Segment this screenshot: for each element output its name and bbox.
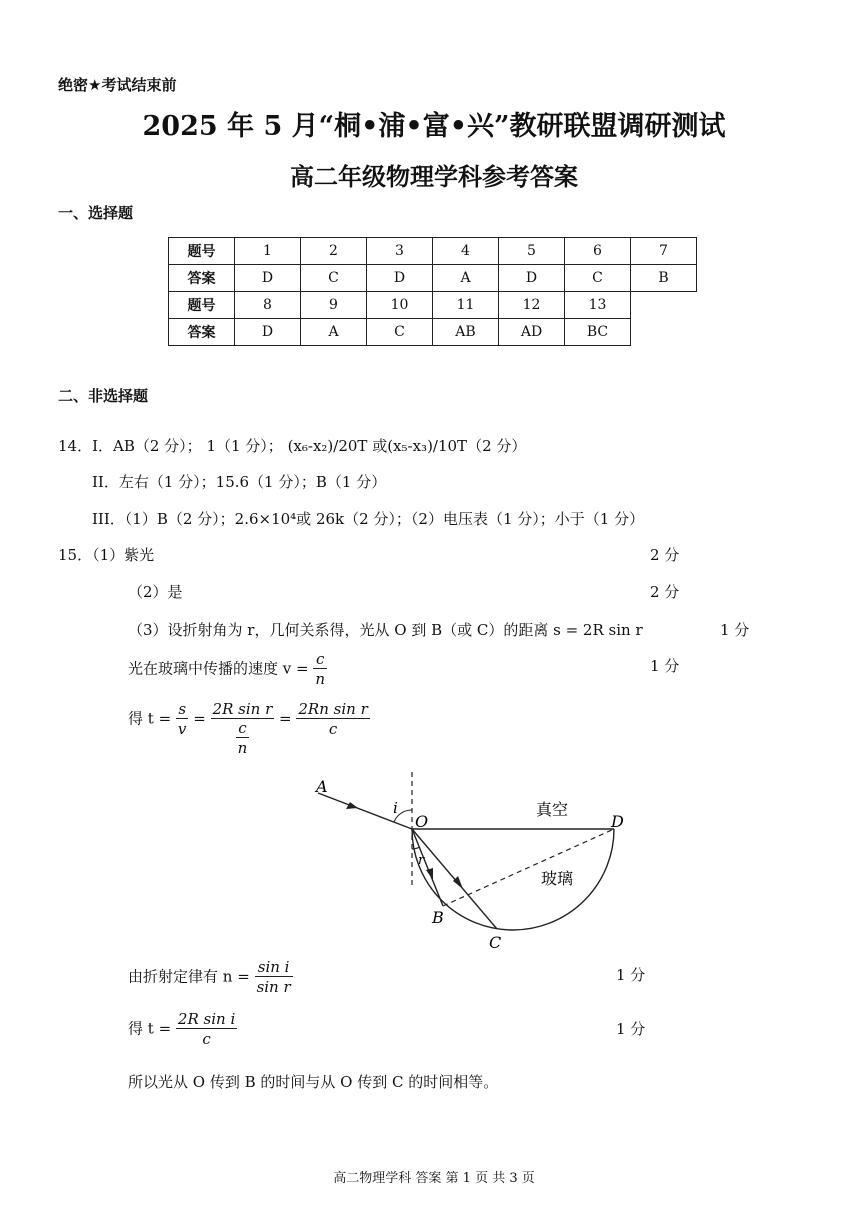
table-cell: C bbox=[565, 265, 631, 292]
fraction-denominator: v bbox=[177, 720, 187, 738]
fraction-numerator: 2Rn sin r bbox=[298, 700, 368, 718]
table-cell: 9 bbox=[301, 292, 367, 319]
row-label: 题号 bbox=[169, 238, 235, 265]
table-cell: 11 bbox=[433, 292, 499, 319]
velocity-text: 光在玻璃中传播的速度 v = bbox=[128, 659, 309, 678]
q14-line-1: 14．I．AB（2 分）； 1（1 分）； (x₆-x₂)/20T 或(x₅-x₃)/10T（2 分） bbox=[58, 437, 527, 455]
equals-sign: = bbox=[193, 709, 206, 728]
fraction-denominator: c bbox=[202, 1030, 211, 1048]
table-cell: AD bbox=[499, 319, 565, 346]
label-d: D bbox=[611, 812, 624, 831]
label-c: C bbox=[489, 933, 502, 952]
q15-part-3-points: 1 分 bbox=[720, 621, 750, 639]
q15-refraction-law bbox=[128, 958, 293, 997]
result-text: 得 t = bbox=[128, 1019, 172, 1038]
q15-time-derivation bbox=[128, 700, 370, 758]
time-prefix: 得 t = bbox=[128, 709, 172, 728]
row-label: 答案 bbox=[169, 319, 235, 346]
table-cell: AB bbox=[433, 319, 499, 346]
table-row bbox=[169, 292, 697, 319]
velocity-fraction bbox=[313, 650, 327, 689]
table-cell-empty bbox=[631, 319, 697, 346]
section-heading-nonchoice: 二、非选择题 bbox=[58, 387, 149, 405]
fraction-denominator: sin r bbox=[256, 978, 291, 996]
q15-refraction-points: 1 分 bbox=[616, 966, 646, 984]
optics-diagram bbox=[300, 770, 640, 955]
ray-b-arrow bbox=[426, 868, 433, 880]
table-cell: 8 bbox=[235, 292, 301, 319]
table-cell: C bbox=[367, 319, 433, 346]
table-cell: 3 bbox=[367, 238, 433, 265]
table-cell: D bbox=[235, 319, 301, 346]
label-i: i bbox=[393, 799, 398, 817]
equals-sign: = bbox=[279, 709, 292, 728]
q15-part-2-points: 2 分 bbox=[650, 583, 680, 601]
q15-part-2: （2）是 bbox=[128, 583, 183, 601]
label-o: O bbox=[415, 812, 429, 831]
q15-part-1-points: 2 分 bbox=[650, 546, 680, 564]
nested-fraction bbox=[236, 719, 250, 758]
table-cell: 13 bbox=[565, 292, 631, 319]
result-fraction bbox=[176, 1010, 237, 1049]
fraction-numerator: 2R sin i bbox=[177, 1010, 236, 1028]
row-label: 答案 bbox=[169, 265, 235, 292]
fraction-numerator: c bbox=[313, 650, 327, 669]
fraction-denominator: n bbox=[237, 739, 248, 757]
q15-part-1: 15．（1）紫光 bbox=[58, 546, 155, 564]
table-cell: 1 bbox=[235, 238, 301, 265]
q15-velocity-points: 1 分 bbox=[650, 657, 680, 675]
fraction-numerator: 2R sin r bbox=[212, 700, 273, 718]
table-row bbox=[169, 238, 697, 265]
label-a: A bbox=[316, 777, 328, 796]
time-fraction-2 bbox=[211, 700, 275, 758]
fraction-numerator: c bbox=[236, 719, 250, 738]
page-footer: 高二物理学科 答案 第 1 页 共 3 页 bbox=[333, 1171, 535, 1186]
fraction-numerator: s bbox=[176, 700, 188, 719]
table-row bbox=[169, 265, 697, 292]
table-cell: 10 bbox=[367, 292, 433, 319]
table-cell: BC bbox=[565, 319, 631, 346]
table-cell: 7 bbox=[631, 238, 697, 265]
refraction-fraction bbox=[255, 958, 293, 997]
section-heading-choice: 一、选择题 bbox=[58, 204, 134, 222]
fraction-denominator: c bbox=[328, 720, 338, 738]
table-cell: D bbox=[235, 265, 301, 292]
refraction-text: 由折射定律有 n = bbox=[128, 967, 250, 986]
table-cell: C bbox=[301, 265, 367, 292]
table-cell: 4 bbox=[433, 238, 499, 265]
incident-arrow bbox=[346, 802, 358, 809]
answer-table bbox=[168, 237, 697, 346]
table-cell: A bbox=[301, 319, 367, 346]
label-vacuum: 真空 bbox=[536, 800, 569, 819]
page-subtitle: 高二年级物理学科参考答案 bbox=[290, 162, 578, 191]
page-title: 2025 年 5 月“桐•浦•富•兴”教研联盟调研测试 bbox=[142, 111, 726, 142]
table-cell-empty bbox=[631, 292, 697, 319]
q15-conclusion: 所以光从 O 传到 B 的时间与从 O 传到 C 的时间相等。 bbox=[128, 1073, 499, 1091]
time-fraction-3 bbox=[296, 700, 369, 739]
table-cell: 6 bbox=[565, 238, 631, 265]
table-cell: 2 bbox=[301, 238, 367, 265]
table-cell: A bbox=[433, 265, 499, 292]
q15-part-3: （3）设折射角为 r，几何关系得，光从 O 到 B（或 C）的距离 s = 2R sin r bbox=[128, 621, 643, 639]
label-r: r bbox=[418, 853, 425, 868]
q15-velocity-line bbox=[128, 650, 327, 689]
table-cell: 12 bbox=[499, 292, 565, 319]
incident-ray bbox=[318, 793, 412, 829]
fraction-denominator bbox=[211, 719, 275, 758]
table-cell: 5 bbox=[499, 238, 565, 265]
q15-result-points: 1 分 bbox=[616, 1020, 646, 1038]
table-cell: B bbox=[631, 265, 697, 292]
table-cell: D bbox=[367, 265, 433, 292]
q15-time-result bbox=[128, 1010, 237, 1049]
ray-to-b bbox=[412, 829, 443, 906]
table-row bbox=[169, 319, 697, 346]
time-fraction-1 bbox=[176, 700, 188, 739]
label-b: B bbox=[432, 908, 444, 927]
row-label: 题号 bbox=[169, 292, 235, 319]
q14-line-2: II．左右（1 分）；15.6（1 分）；B（1 分） bbox=[92, 473, 387, 491]
confidential-label: 绝密★考试结束前 bbox=[58, 76, 177, 94]
q14-line-3: III．（1）B（2 分）；2.6×10⁴或 26k（2 分）；（2）电压表（1 分）；小于（1 分） bbox=[92, 510, 645, 528]
label-glass: 玻璃 bbox=[541, 869, 574, 888]
fraction-denominator: n bbox=[315, 670, 326, 688]
table-cell: D bbox=[499, 265, 565, 292]
fraction-numerator: sin i bbox=[255, 958, 293, 977]
chord-bd bbox=[443, 829, 614, 906]
